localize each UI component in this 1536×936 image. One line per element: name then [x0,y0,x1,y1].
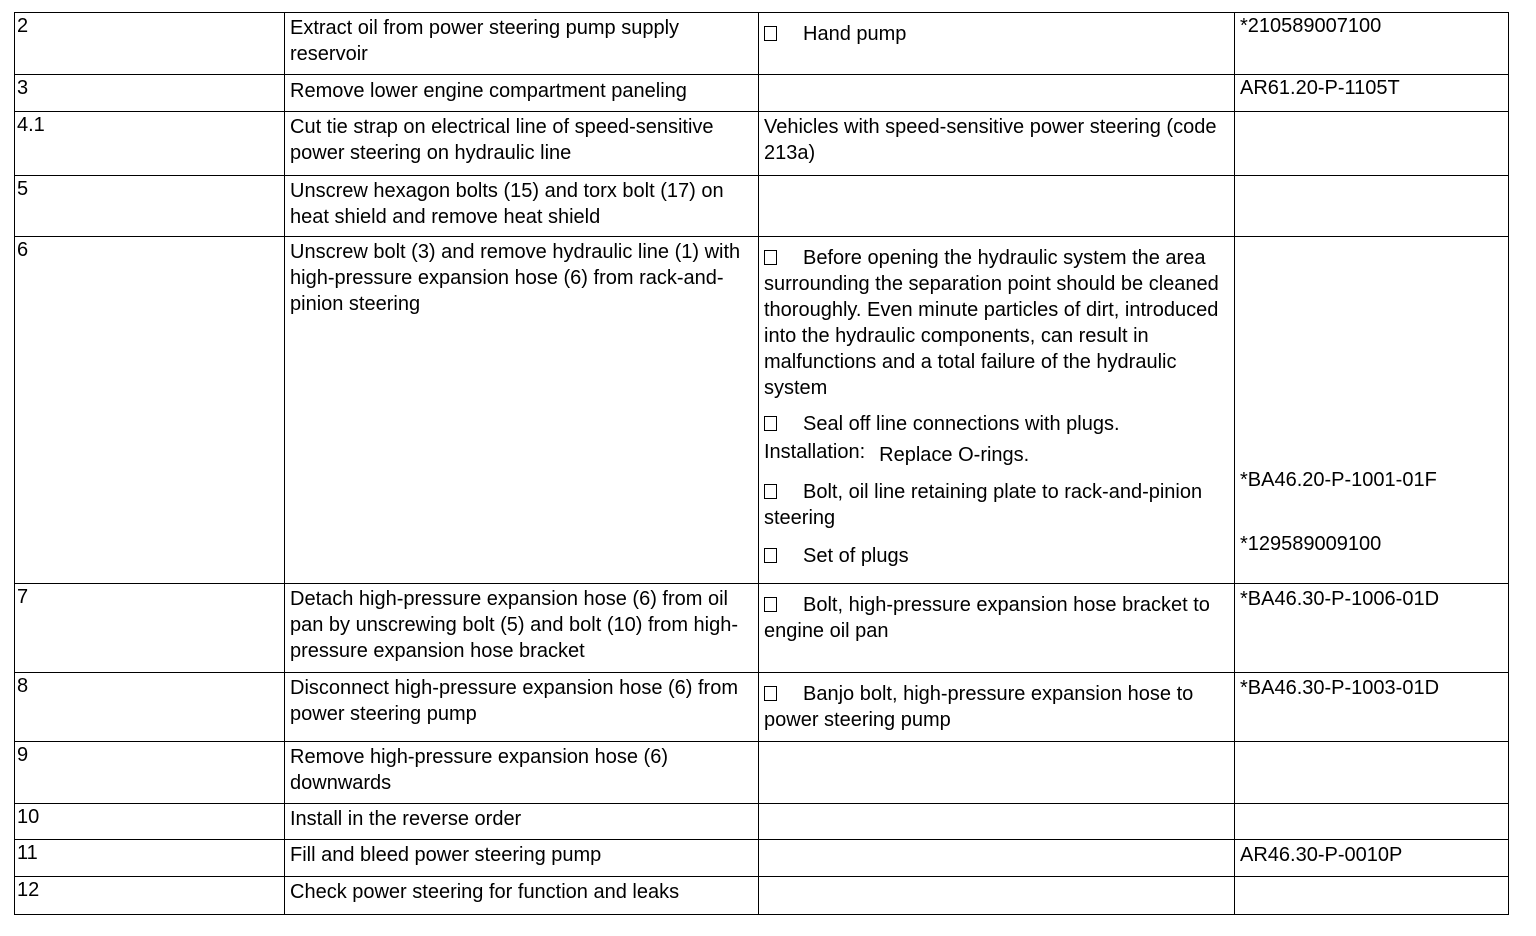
step-notes [759,673,1235,742]
step-number: 8 [15,673,285,742]
table-row [15,840,1509,877]
note-text: Set of plugs [803,545,909,567]
step-number: 9 [15,742,285,804]
reference-link[interactable]: AR46.30-P-0010P [1240,844,1403,866]
reference-link[interactable]: *BA46.30-P-1003-01D [1240,677,1440,699]
table-row [15,584,1509,673]
table-row [15,112,1509,176]
step-references [1235,742,1509,804]
step-references [1235,840,1509,877]
table-row [15,13,1509,75]
reference-link[interactable]: AR61.20-P-1105T [1240,77,1400,99]
step-description: Remove high-pressure expansion hose (6) downwards [285,742,759,804]
step-number: 3 [15,75,285,112]
note-text: Banjo bolt, high-pressure expansion hose to power steering pump [764,683,1194,731]
step-description: Unscrew hexagon bolts (15) and torx bolt (17) on heat shield and remove heat shield [285,176,759,237]
step-notes [759,75,1235,112]
step-description: Remove lower engine compartment paneling [285,75,759,112]
step-references [1235,584,1509,673]
step-notes [759,176,1235,237]
step-number: 10 [15,804,285,840]
step-notes [759,237,1235,584]
step-references [1235,75,1509,112]
step-references [1235,176,1509,237]
table-row [15,742,1509,804]
installation-value: Replace O-rings. [879,444,1030,466]
procedure-table [14,12,1509,915]
step-number: 7 [15,584,285,673]
reference-link[interactable]: *BA46.30-P-1006-01D [1240,588,1440,610]
reference-link[interactable]: *210589007100 [1240,15,1382,37]
step-references [1235,13,1509,75]
step-number: 12 [15,877,285,915]
note-text: Bolt, oil line retaining plate to rack-and-pinion steering [764,481,1203,529]
step-number: 4.1 [15,112,285,176]
step-description: Check power steering for function and leaks [285,877,759,915]
bullet-icon [764,686,777,701]
step-notes [759,742,1235,804]
bullet-icon [764,416,777,431]
bullet-icon [764,250,777,265]
table-row [15,176,1509,237]
step-notes [759,13,1235,75]
installation-label: Installation: [764,441,866,463]
bullet-icon [764,26,777,41]
bullet-icon [764,597,777,612]
step-references [1235,237,1509,584]
reference-link[interactable]: *BA46.20-P-1001-01F [1240,469,1437,491]
note-text: Hand pump [803,23,907,45]
step-number: 11 [15,840,285,877]
step-number: 5 [15,176,285,237]
table-row [15,237,1509,584]
step-description: Install in the reverse order [285,804,759,840]
step-number: 2 [15,13,285,75]
note-text: Vehicles with speed-sensitive power steering (code 213a) [764,116,1217,164]
step-notes [759,584,1235,673]
step-description: Fill and bleed power steering pump [285,840,759,877]
step-references [1235,877,1509,915]
table-row [15,673,1509,742]
step-references [1235,804,1509,840]
step-description: Disconnect high-pressure expansion hose (6) from power steering pump [285,673,759,742]
step-description: Cut tie strap on electrical line of speed-sensitive power steering on hydraulic line [285,112,759,176]
step-description: Unscrew bolt (3) and remove hydraulic line (1) with high-pressure expansion hose (6) from rack-and-pinion steering [285,237,759,584]
step-references [1235,112,1509,176]
note-text: Before opening the hydraulic system the area surrounding the separation point should be cleaned thoroughly. Even minute particles of dirt, introduced into the hydraulic components, can result in malfunctions and a total failure of the hydraulic system [764,247,1219,399]
step-description: Detach high-pressure expansion hose (6) from oil pan by unscrewing bolt (5) and bolt (10) from high-pressure expansion hose bracket [285,584,759,673]
bullet-icon [764,548,777,563]
table-row [15,75,1509,112]
step-notes [759,804,1235,840]
step-notes [759,877,1235,915]
table-row [15,877,1509,915]
step-notes [759,112,1235,176]
bullet-icon [764,484,777,499]
step-notes [759,840,1235,877]
step-description: Extract oil from power steering pump supply reservoir [285,13,759,75]
step-references [1235,673,1509,742]
reference-link[interactable]: *129589009100 [1240,533,1382,555]
note-text: Seal off line connections with plugs. [803,413,1120,435]
step-number: 6 [15,237,285,584]
note-text: Bolt, high-pressure expansion hose bracket to engine oil pan [764,594,1210,642]
table-row [15,804,1509,840]
